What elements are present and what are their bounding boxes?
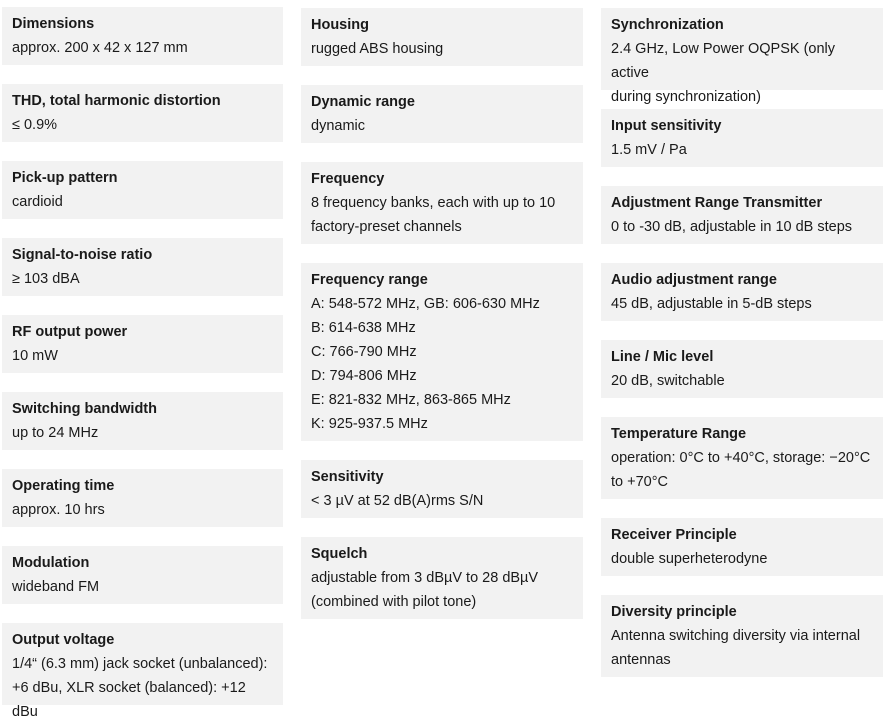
spec-value-line: double superheterodyne: [611, 551, 768, 567]
spec-value: [12, 498, 273, 522]
spec-card-pick-up-pattern: [2, 161, 283, 219]
spec-value-line: E: 821-832 MHz, 863-865 MHz: [311, 392, 511, 408]
spec-value: [12, 575, 273, 599]
spec-card-audio-adjustment-range: [601, 263, 883, 321]
spec-value: [12, 421, 273, 445]
spec-value-line: antennas: [611, 652, 671, 668]
spec-card-dimensions: [2, 7, 283, 65]
spec-label: Dynamic range: [311, 94, 415, 110]
spec-label: Adjustment Range Transmitter: [611, 195, 823, 211]
spec-label: Dimensions: [12, 16, 95, 32]
spec-card-operating-time: [2, 469, 283, 527]
spec-value: [12, 36, 273, 60]
spec-card-diversity-principle: [601, 595, 883, 677]
spec-value-line: up to 24 MHz: [12, 425, 99, 441]
spec-value: [611, 446, 873, 494]
spec-value: [12, 652, 273, 724]
spec-value-line: 20 dB, switchable: [611, 373, 725, 389]
spec-label: Diversity principle: [611, 604, 737, 620]
spec-label: Synchronization: [611, 17, 724, 33]
spec-card-switching-bandwidth: [2, 392, 283, 450]
spec-value: [12, 113, 273, 137]
spec-value-line: to +70°C: [611, 474, 668, 490]
spec-value-line: < 3 µV at 52 dB(A)rms S/N: [311, 493, 484, 509]
spec-label: Temperature Range: [611, 426, 747, 442]
spec-value-line: wideband FM: [12, 579, 100, 595]
spec-value-line: D: 794-806 MHz: [311, 368, 417, 384]
spec-value: [12, 267, 273, 291]
spec-value: [12, 190, 273, 214]
spec-value-line: B: 614-638 MHz: [311, 320, 416, 336]
spec-value-line: 10 mW: [12, 348, 58, 364]
spec-card-frequency: [301, 162, 583, 244]
spec-value-line: 45 dB, adjustable in 5-dB steps: [611, 296, 812, 312]
spec-value-line: adjustable from 3 dBµV to 28 dBµV: [311, 570, 539, 586]
spec-label: Audio adjustment range: [611, 272, 777, 288]
spec-value-line: rugged ABS housing: [311, 41, 444, 57]
spec-value-line: C: 766-790 MHz: [311, 344, 417, 360]
spec-label: Frequency range: [311, 272, 428, 288]
spec-label: Switching bandwidth: [12, 401, 157, 417]
spec-label: Receiver Principle: [611, 527, 737, 543]
spec-label: Line / Mic level: [611, 349, 714, 365]
spec-label: Housing: [311, 17, 369, 33]
spec-label: Modulation: [12, 555, 90, 571]
spec-card-receiver-principle: [601, 518, 883, 576]
spec-label: Squelch: [311, 546, 368, 562]
spec-label: Sensitivity: [311, 469, 384, 485]
spec-value-line: A: 548-572 MHz, GB: 606-630 MHz: [311, 296, 540, 312]
spec-value: [311, 191, 573, 239]
spec-value-line: ≥ 103 dBA: [12, 271, 80, 287]
spec-value: [611, 547, 873, 571]
spec-value-line: K: 925-937.5 MHz: [311, 416, 428, 432]
spec-card-frequency-range: [301, 263, 583, 441]
spec-value: [311, 489, 573, 513]
spec-value: [611, 215, 873, 239]
spec-value-line: dynamic: [311, 118, 365, 134]
spec-value: [611, 624, 873, 672]
spec-value: [12, 344, 273, 368]
spec-label: Output voltage: [12, 632, 115, 648]
spec-value-line: 1.5 mV / Pa: [611, 142, 687, 158]
spec-label: RF output power: [12, 324, 128, 340]
spec-card-signal-to-noise-ratio: [2, 238, 283, 296]
spec-value-line: 8 frequency banks, each with up to 10: [311, 195, 556, 211]
spec-value-line: 0 to -30 dB, adjustable in 10 dB steps: [611, 219, 853, 235]
spec-value-line: (combined with pilot tone): [311, 594, 477, 610]
spec-label: Frequency: [311, 171, 385, 187]
spec-card-input-sensitivity: [601, 109, 883, 167]
spec-card-sensitivity: [301, 460, 583, 518]
spec-value-line: during synchronization): [611, 89, 761, 105]
spec-value-line: Antenna switching diversity via internal: [611, 628, 861, 644]
spec-value-line: cardioid: [12, 194, 63, 210]
spec-card-housing: [301, 8, 583, 66]
spec-card-line-mic-level: [601, 340, 883, 398]
spec-value: [611, 37, 873, 109]
spec-value-line: +6 dBu, XLR socket (balanced): +12 dBu: [12, 680, 246, 720]
spec-value-line: factory-preset channels: [311, 219, 462, 235]
spec-card-temperature-range: [601, 417, 883, 499]
spec-label: Signal-to-noise ratio: [12, 247, 153, 263]
spec-card-squelch: [301, 537, 583, 619]
spec-value-line: 2.4 GHz, Low Power OQPSK (only active: [611, 41, 836, 81]
spec-value: [611, 292, 873, 316]
spec-card-modulation: [2, 546, 283, 604]
spec-value-line: approx. 10 hrs: [12, 502, 105, 518]
spec-card-thd-total-harmonic-distortion: [2, 84, 283, 142]
spec-card-rf-output-power: [2, 315, 283, 373]
spec-label: Input sensitivity: [611, 118, 722, 134]
spec-value-line: ≤ 0.9%: [12, 117, 58, 133]
spec-label: THD, total harmonic distortion: [12, 93, 221, 109]
spec-value: [311, 114, 573, 138]
spec-value-line: approx. 200 x 42 x 127 mm: [12, 40, 188, 56]
spec-card-output-voltage: [2, 623, 283, 720]
spec-value-line: operation: 0°C to +40°C, storage: −20°C: [611, 450, 871, 466]
spec-value: [311, 37, 573, 61]
spec-label: Pick-up pattern: [12, 170, 118, 186]
spec-value: [611, 138, 873, 162]
spec-value: [311, 292, 573, 436]
spec-value: [611, 369, 873, 393]
spec-label: Operating time: [12, 478, 115, 494]
spec-value: [311, 566, 573, 614]
spec-card-adjustment-range-transmitter: [601, 186, 883, 244]
spec-card-synchronization: [601, 8, 883, 105]
spec-card-dynamic-range: [301, 85, 583, 143]
spec-value-line: 1/4“ (6.3 mm) jack socket (unbalanced):: [12, 656, 268, 672]
